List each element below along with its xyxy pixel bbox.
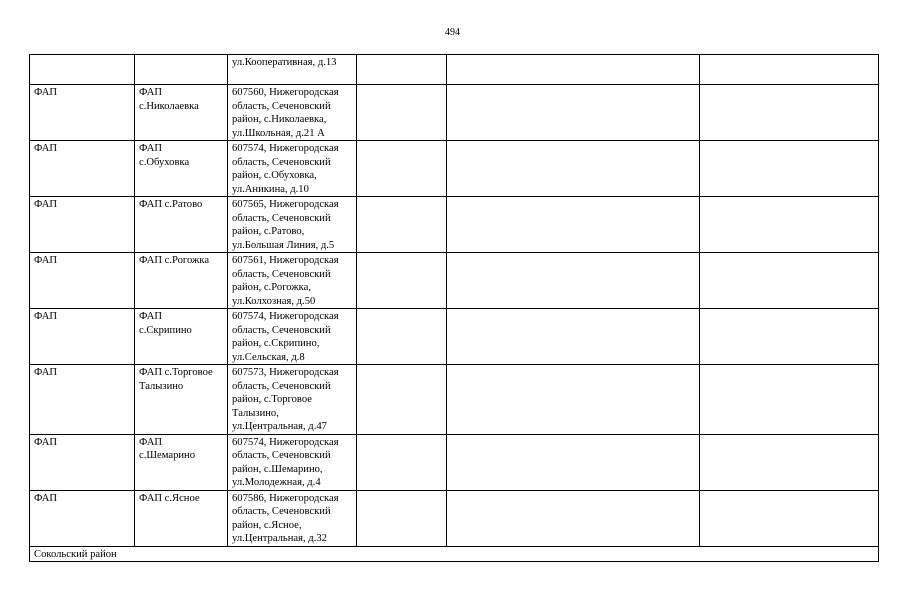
type-cell: ФАП: [30, 434, 135, 490]
empty-cell: [357, 434, 447, 490]
table-row: [30, 85, 879, 141]
type-cell: [30, 55, 135, 85]
page-number: 494: [445, 27, 460, 38]
name-cell: [135, 253, 228, 309]
facilities-table: [29, 54, 879, 562]
address-line: район, с.Ясное,: [232, 519, 302, 531]
table-row: [30, 253, 879, 309]
empty-cell: [700, 141, 879, 197]
name-line: ФАП с.Торговое: [139, 367, 213, 378]
type-cell: ФАП: [30, 85, 135, 141]
address-line: область, Сеченовский: [232, 324, 331, 336]
address-line: 607574, Нижегородская: [232, 436, 339, 448]
type-cell: ФАП: [30, 490, 135, 546]
empty-cell: [447, 55, 700, 85]
address-line: 607574, Нижегородская: [232, 143, 339, 154]
table-row: [30, 197, 879, 253]
address-line: область, Сеченовский: [232, 380, 331, 392]
empty-cell: [447, 365, 700, 435]
type-cell: ФАП: [30, 197, 135, 253]
address-cell: [228, 85, 357, 141]
address-line: область, Сеченовский: [232, 450, 331, 461]
empty-cell: [447, 141, 700, 197]
address-line: область, Сеченовский: [232, 212, 331, 224]
name-cell: [135, 141, 228, 197]
address-line: район, с.Рогожка,: [232, 282, 311, 293]
address-line: район, с.Николаевка,: [232, 114, 327, 125]
table-row: [30, 309, 879, 365]
address-line: 607560, Нижегородская: [232, 87, 339, 98]
name-line: ФАП: [139, 143, 163, 154]
name-line: ФАП: [139, 436, 163, 448]
address-line: область, Сеченовский: [232, 100, 331, 112]
address-line: район, с.Ратово,: [232, 226, 305, 237]
address-cell: [228, 197, 357, 253]
address-cell: [228, 55, 357, 85]
empty-cell: [357, 253, 447, 309]
empty-cell: [700, 55, 879, 85]
address-line: 607573, Нижегородская: [232, 367, 339, 378]
address-line: область, Сеченовский: [232, 506, 331, 517]
table-row: [30, 490, 879, 546]
address-line: 607574, Нижегородская: [232, 311, 339, 322]
name-line: ФАП: [139, 311, 163, 322]
empty-cell: [357, 197, 447, 253]
address-line: ул.Аникина, д.10: [232, 183, 309, 195]
name-line: ФАП с.Ясное: [139, 492, 200, 504]
name-line: с.Скрипино: [139, 324, 192, 336]
address-cell: [228, 141, 357, 197]
type-cell: ФАП: [30, 141, 135, 197]
empty-cell: [447, 434, 700, 490]
name-line: ФАП с.Ратово: [139, 199, 203, 210]
name-line: с.Шемарино: [139, 450, 196, 461]
address-line: ул.Центральная, д.32: [232, 533, 327, 544]
name-cell: [135, 85, 228, 141]
address-line: область, Сеченовский: [232, 268, 331, 280]
address-line: ул.Колхозная, д.50: [232, 295, 316, 307]
empty-cell: [447, 490, 700, 546]
empty-cell: [447, 309, 700, 365]
address-line: ул.Молодежная, д.4: [232, 477, 321, 488]
address-line: область, Сеченовский: [232, 156, 331, 168]
empty-cell: [700, 253, 879, 309]
name-cell: [135, 365, 228, 435]
address-line: ул.Центральная, д.47: [232, 421, 327, 432]
address-line: 607561, Нижегородская: [232, 255, 339, 266]
address-line: Талызино,: [232, 407, 279, 419]
name-line: ФАП: [139, 87, 163, 98]
address-line: ул.Кооперативная, д.13: [232, 57, 337, 68]
address-line: ул.Сельская, д.8: [232, 351, 305, 363]
district-label: Сокольский район: [30, 546, 879, 562]
address-cell: [228, 490, 357, 546]
empty-cell: [357, 141, 447, 197]
table-row: [30, 141, 879, 197]
address-cell: [228, 309, 357, 365]
empty-cell: [357, 309, 447, 365]
table-row: [30, 434, 879, 490]
empty-cell: [357, 85, 447, 141]
empty-cell: [357, 55, 447, 85]
address-line: ул.Школьная, д.21 А: [232, 127, 325, 139]
name-cell: [135, 55, 228, 85]
district-row: [30, 546, 879, 562]
empty-cell: [700, 490, 879, 546]
empty-cell: [447, 85, 700, 141]
name-line: Талызино: [139, 380, 184, 392]
name-cell: [135, 197, 228, 253]
name-cell: [135, 434, 228, 490]
type-cell: ФАП: [30, 309, 135, 365]
address-line: район, с.Торговое: [232, 394, 312, 405]
table-row: [30, 55, 879, 85]
address-line: район, с.Шемарино,: [232, 463, 323, 475]
table-row: [30, 365, 879, 435]
name-line: ФАП с.Рогожка: [139, 255, 210, 266]
name-cell: [135, 309, 228, 365]
address-line: ул.Большая Линия, д.5: [232, 239, 335, 251]
empty-cell: [700, 85, 879, 141]
address-line: район, с.Скрипино,: [232, 338, 320, 349]
empty-cell: [447, 197, 700, 253]
empty-cell: [700, 197, 879, 253]
name-line: с.Николаевка: [139, 100, 199, 112]
empty-cell: [700, 365, 879, 435]
empty-cell: [357, 365, 447, 435]
address-cell: [228, 434, 357, 490]
address-cell: [228, 365, 357, 435]
type-cell: ФАП: [30, 253, 135, 309]
name-line: с.Обуховка: [139, 156, 190, 168]
address-line: район, с.Обуховка,: [232, 170, 317, 181]
address-line: 607565, Нижегородская: [232, 199, 339, 210]
address-cell: [228, 253, 357, 309]
empty-cell: [447, 253, 700, 309]
empty-cell: [700, 434, 879, 490]
address-line: 607586, Нижегородская: [232, 492, 339, 504]
type-cell: ФАП: [30, 365, 135, 435]
empty-cell: [357, 490, 447, 546]
name-cell: [135, 490, 228, 546]
empty-cell: [700, 309, 879, 365]
